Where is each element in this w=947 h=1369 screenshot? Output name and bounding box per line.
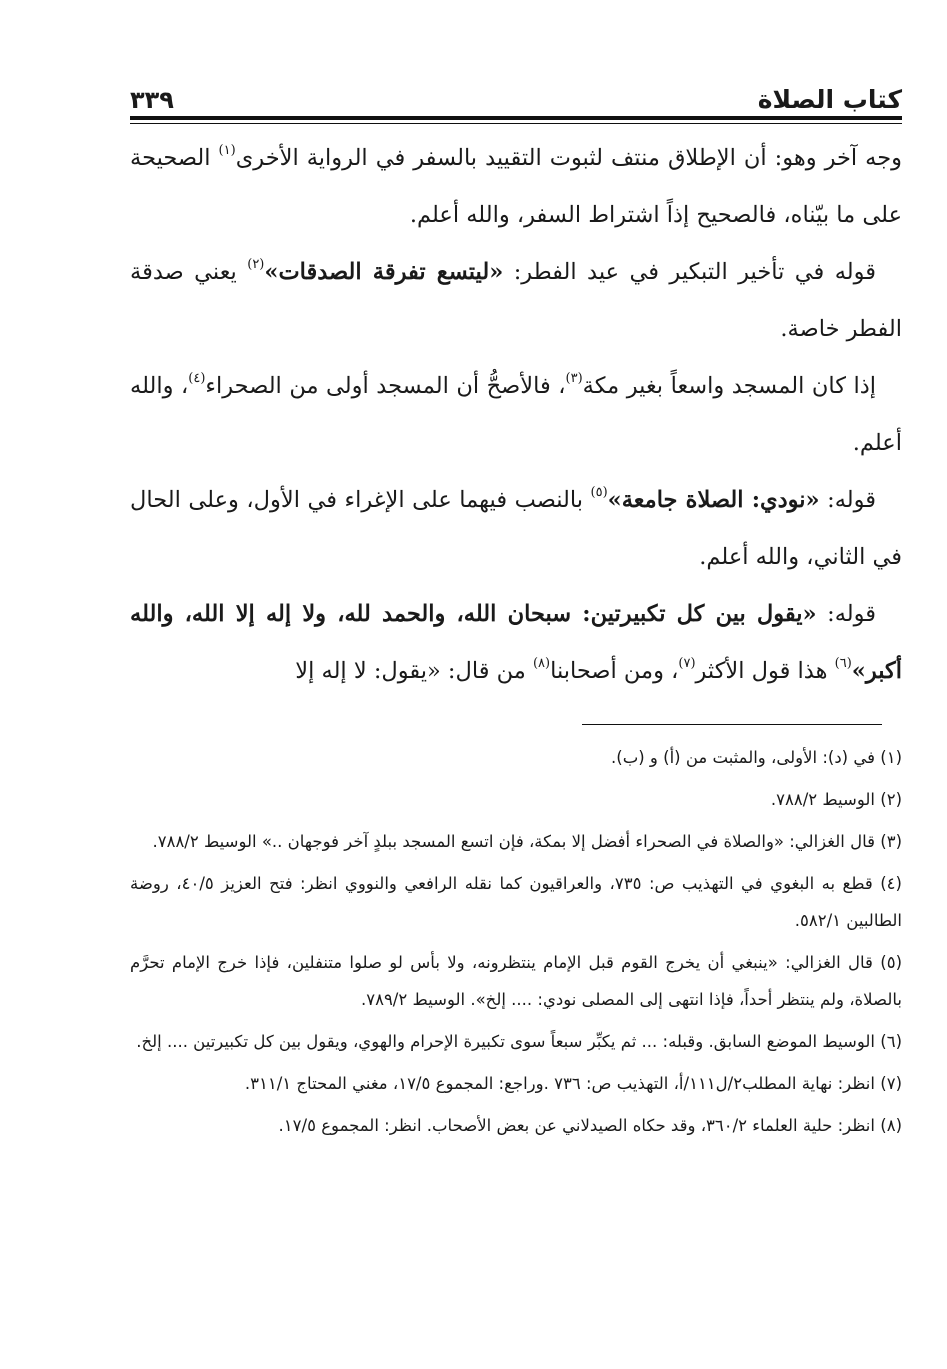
paragraph-2 xyxy=(130,244,902,358)
footnote-text: قطع به البغوي في التهذيب ص: ٧٣٥، والعراقيون كما نقله الرافعي والنووي انظر: فتح العزيز ٤٠/٥، روضة الطالبين ٥٨٢/١. xyxy=(130,874,902,930)
footnote-number: (٢) xyxy=(880,790,902,809)
paragraph-5 xyxy=(130,586,902,700)
text: وجه آخر وهو: أن الإطلاق منتف لثبوت التقييد بالسفر في الرواية الأخرى xyxy=(235,145,902,171)
footnote-1 xyxy=(130,739,902,776)
footnotes xyxy=(130,739,902,1144)
paragraph-1 xyxy=(130,130,902,244)
footnote-ref-1: (١) xyxy=(218,143,236,158)
text: قوله في تأخير التبكير في عيد الفطر: xyxy=(503,259,877,285)
footnote-separator xyxy=(582,724,882,725)
header-rule-thin xyxy=(130,123,902,124)
footnote-text: الوسيط ٧٨٨/٢. xyxy=(770,790,875,809)
running-header xyxy=(130,78,902,114)
footnote-number: (٣) xyxy=(880,832,902,851)
footnote-number: (٦) xyxy=(880,1032,902,1051)
footnote-3 xyxy=(130,823,902,860)
page-number: ٣٣٩ xyxy=(130,86,174,114)
main-text xyxy=(130,130,902,700)
footnote-text: انظر: نهاية المطلب٢/ل١١١/أ، التهذيب ص: ٧٣٦ .وراجع: المجموع ١٧/٥، مغني المحتاج ٣١١/١. xyxy=(244,1074,875,1093)
text: بالنصب فيهما على الإغراء في الأول، وعلى الحال في الثاني، والله أعلم. xyxy=(130,487,902,570)
text: من قال: «يقول: لا إله إلا xyxy=(295,658,533,684)
footnote-number: (١) xyxy=(880,748,902,767)
header-rule-thick xyxy=(130,116,902,120)
footnote-ref-2: (٢) xyxy=(247,257,265,272)
text: ، ومن أصحابنا xyxy=(550,658,679,684)
footnote-number: (٤) xyxy=(880,874,902,893)
footnote-text: الوسيط الموضع السابق. وقبله: ... ثم يكبِّر سبعاً سوى تكبيرة الإحرام والهوي، ويقول بين كل تكبيرتين .... إلخ. xyxy=(136,1032,875,1051)
text: يعني صدقة الفطر خاصة. xyxy=(130,259,902,342)
footnote-8 xyxy=(130,1107,902,1144)
chapter-title: كتاب الصلاة xyxy=(757,85,902,114)
footnote-7 xyxy=(130,1065,902,1102)
footnote-text: انظر: حلية العلماء ٣٦٠/٢، وقد حكاه الصيدلاني عن بعض الأصحاب. انظر: المجموع ١٧/٥. xyxy=(278,1116,875,1135)
footnote-text: قال الغزالي: «ينبغي أن يخرج القوم قبل الإمام ينتظرونه، ولا بأس لو صلوا متنفلين، فإذا خرج الإمام تحرَّم بالصلاة، ولم ينتظر أحداً، فإذا انتهى إلى المصلى نودي: .... إلخ». الوسيط ٧٨٩/٢. xyxy=(130,953,902,1009)
text: ، والله أعلم. xyxy=(130,373,902,456)
text: ، فالأصحُّ أن المسجد أولى من الصحراء xyxy=(205,373,566,399)
text: قوله: xyxy=(819,487,877,513)
footnote-ref-4: (٤) xyxy=(188,371,206,386)
footnote-separator-wrap xyxy=(130,724,902,725)
footnote-number: (٧) xyxy=(880,1074,902,1093)
footnote-ref-8: (٨) xyxy=(532,656,551,671)
footnote-number: (٨) xyxy=(880,1116,902,1135)
footnote-4 xyxy=(130,865,902,939)
footnote-text: قال الغزالي: «والصلاة في الصحراء أفضل إلا بمكة، فإن اتسع المسجد ببلدٍ آخر فوجهان ..» الوسيط ٧٨٨/٢. xyxy=(152,832,875,851)
footnote-5 xyxy=(130,944,902,1018)
quoted-phrase: «ليتسع تفرقة الصدقات» xyxy=(264,259,504,285)
footnote-ref-7: (٧) xyxy=(678,656,696,671)
paragraph-4 xyxy=(130,472,902,586)
footnote-text: في (د): الأولى، والمثبت من (أ) و (ب). xyxy=(611,748,875,767)
book-page xyxy=(130,78,902,1149)
quoted-phrase: «يقول بين كل تكبيرتين: سبحان الله، والحمد لله، ولا إله إلا الله، والله أكبر» xyxy=(130,601,902,684)
footnote-6 xyxy=(130,1023,902,1060)
text: قوله: xyxy=(816,601,877,627)
paragraph-3 xyxy=(130,358,902,472)
quoted-phrase: «نودي: الصلاة جامعة» xyxy=(607,487,820,513)
footnote-ref-6: (٦) xyxy=(834,656,852,671)
footnote-number: (٥) xyxy=(880,953,902,972)
text: هذا قول الأكثر xyxy=(695,658,835,684)
footnote-ref-5: (٥) xyxy=(590,485,608,500)
footnote-ref-3: (٣) xyxy=(565,371,583,386)
footnote-2 xyxy=(130,781,902,818)
text: الصحيحة على ما بيّناه، فالصحيح إذاً اشتراط السفر، والله أعلم. xyxy=(130,145,902,228)
text: إذا كان المسجد واسعاً بغير مكة xyxy=(582,373,876,399)
